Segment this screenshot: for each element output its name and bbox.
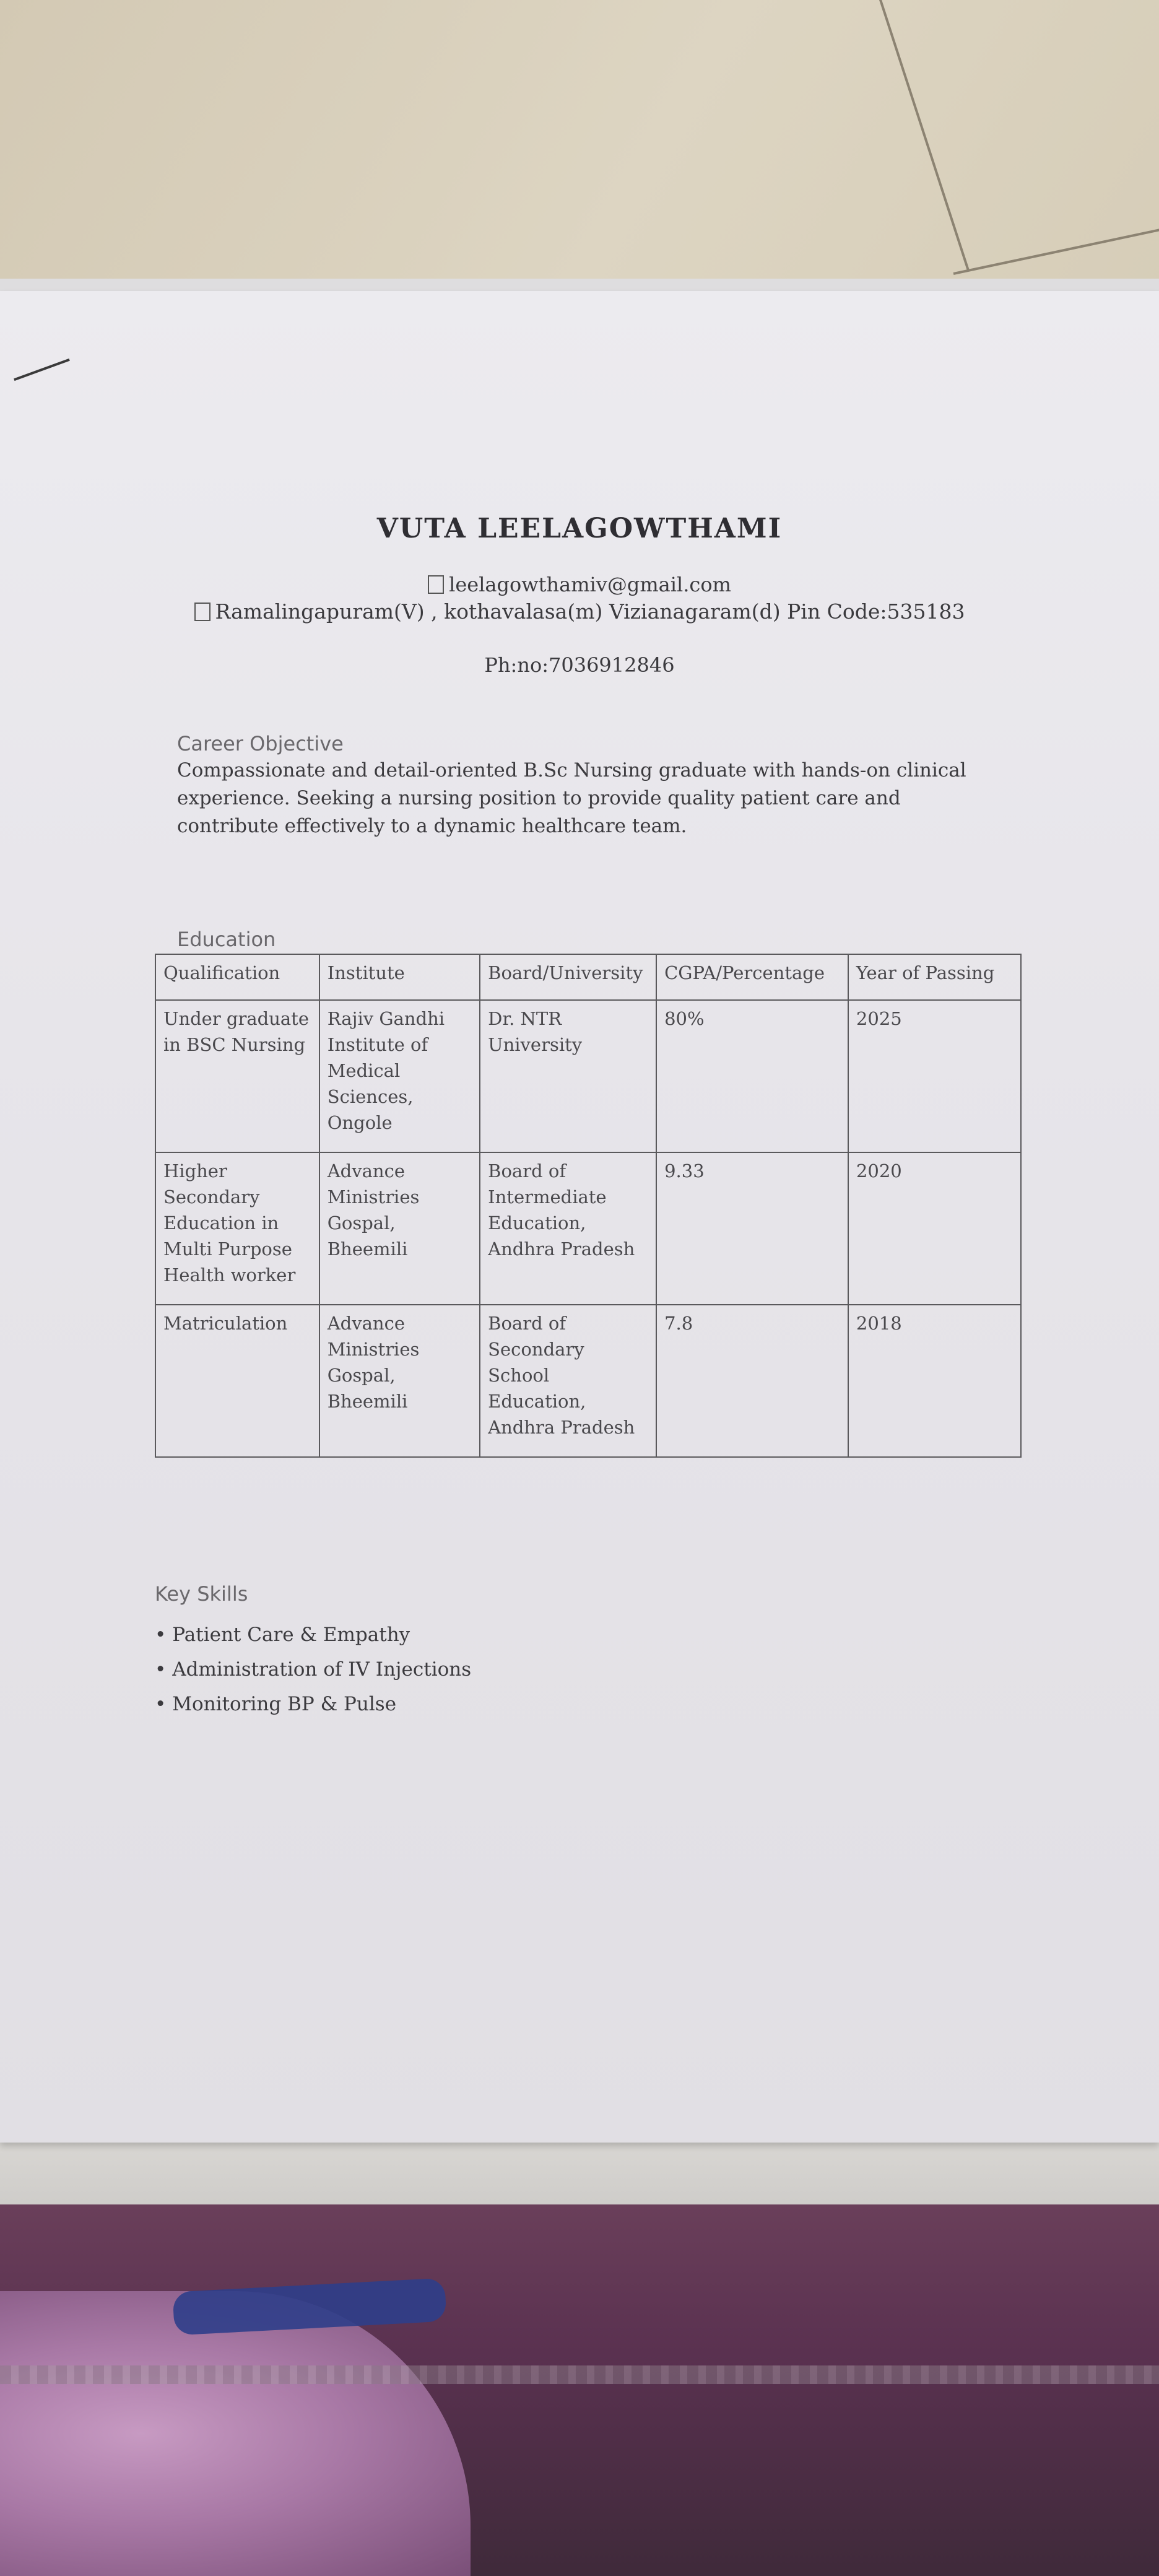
resume-name: VUTA LEELAGOWTHAMI (376, 513, 783, 544)
cell-qualification: Higher Secondary Education in Multi Purpose Health worker (155, 1152, 319, 1305)
cell-qualification: Matriculation (155, 1305, 319, 1457)
contact-email: leelagowthamiv@gmail.com (449, 573, 731, 596)
contact-address-line (0, 599, 1159, 624)
cell-institute: Advance Ministries Gospal, Bheemili (319, 1152, 480, 1305)
cell-board: Dr. NTR University (480, 1000, 656, 1152)
key-skills-heading: Key Skills (155, 1582, 248, 1606)
floor-background (0, 0, 1159, 322)
table-row (155, 1000, 1021, 1152)
column-header-qualification: Qualification (155, 954, 319, 1000)
plastic-sleeve-edge (0, 2365, 1159, 2384)
table-header-row (155, 954, 1021, 1000)
list-item: • Monitoring BP & Pulse (155, 1687, 471, 1721)
cell-year: 2018 (848, 1305, 1021, 1457)
cell-cgpa: 9.33 (656, 1152, 848, 1305)
cell-institute: Rajiv Gandhi Institute of Medical Sciences, Ongole (319, 1000, 480, 1152)
career-objective-heading: Career Objective (177, 732, 344, 755)
cell-cgpa: 80% (656, 1000, 848, 1152)
cell-qualification: Under graduate in BSC Nursing (155, 1000, 319, 1152)
cell-cgpa: 7.8 (656, 1305, 848, 1457)
column-header-institute: Institute (319, 954, 480, 1000)
cell-board: Board of Secondary School Education, Andhra Pradesh (480, 1305, 656, 1457)
list-item: • Patient Care & Empathy (155, 1617, 471, 1652)
column-header-year: Year of Passing (848, 954, 1021, 1000)
cell-year: 2020 (848, 1152, 1021, 1305)
contact-email-line (0, 573, 1159, 596)
contact-address: Ramalingapuram(V) , kothavalasa(m) Vizianagaram(d) Pin Code:535183 (215, 599, 965, 624)
education-heading: Education (177, 928, 276, 951)
contact-phone: Ph:no:7036912846 (484, 653, 675, 677)
email-icon (428, 575, 444, 594)
education-table (155, 954, 1022, 1458)
cell-board: Board of Intermediate Education, Andhra Pradesh (480, 1152, 656, 1305)
cell-year: 2025 (848, 1000, 1021, 1152)
column-header-cgpa: CGPA/Percentage (656, 954, 848, 1000)
cell-institute: Advance Ministries Gospal, Bheemili (319, 1305, 480, 1457)
table-row (155, 1152, 1021, 1305)
career-objective-text: Compassionate and detail-oriented B.Sc Nursing graduate with hands-on clinical experience. Seeking a nursing position to provide quality patient care and contribute effectively to a dynamic healthcare team. (177, 759, 966, 837)
key-skills-list (155, 1617, 471, 1721)
location-icon (194, 603, 211, 621)
column-header-board: Board/University (480, 954, 656, 1000)
list-item: • Administration of IV Injections (155, 1652, 471, 1687)
table-row (155, 1305, 1021, 1457)
